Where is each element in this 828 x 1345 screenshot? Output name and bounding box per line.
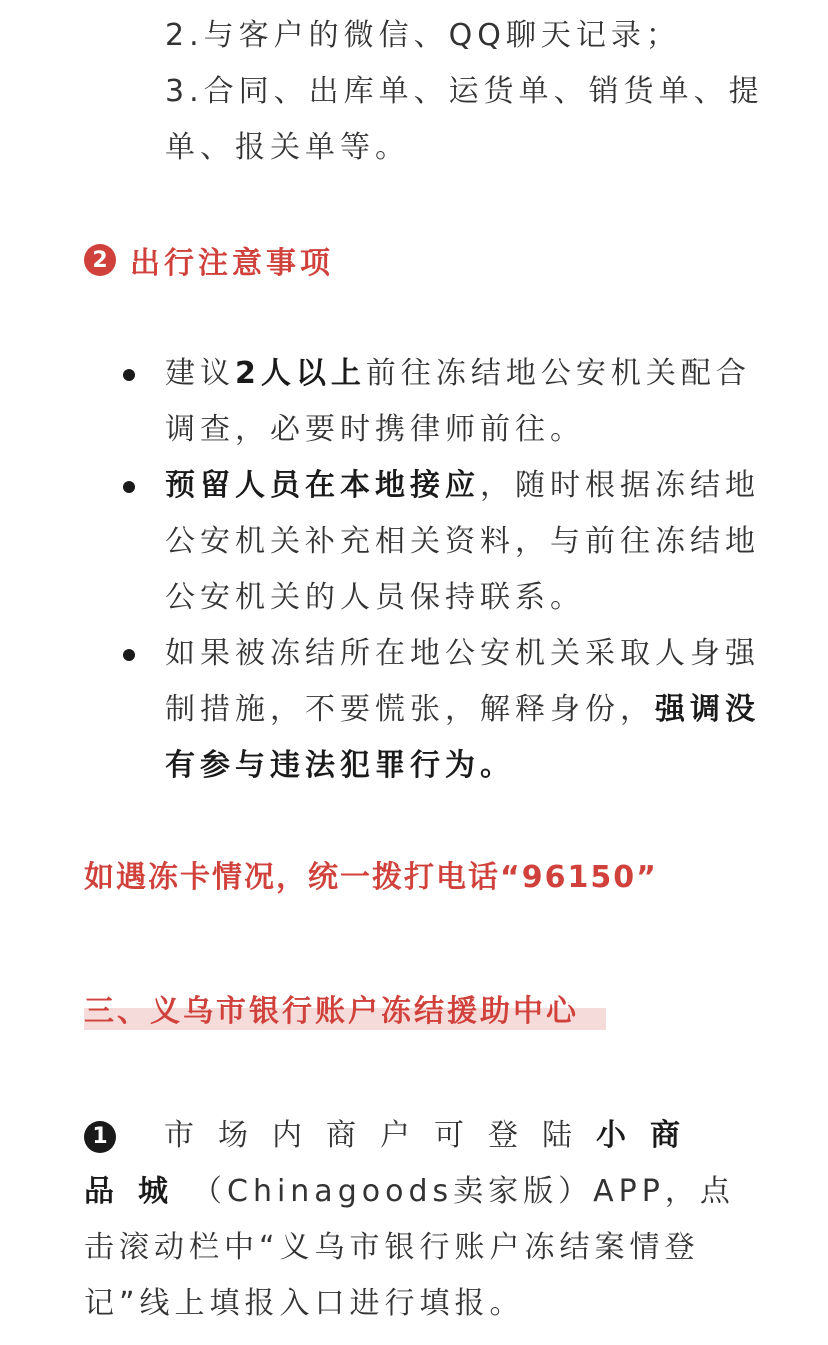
bullet-icon — [123, 369, 135, 381]
bullet-text: 如果被冻结所在地公安机关采取人身强制措施，不要慌张，解释身份， — [165, 636, 760, 727]
bullet-emphasis: 2人以上 — [235, 356, 366, 391]
paragraph-lead: 市场内商户可登陆 — [164, 1118, 596, 1153]
bullet-text: 建议 — [165, 356, 235, 391]
list-item — [120, 458, 760, 626]
list-item — [120, 626, 760, 794]
app-name-emphasis: 小商品城 — [84, 1118, 704, 1209]
bullet-icon — [123, 481, 135, 493]
bullet-text: ，随时根据冻结地公安机关补充相关资料，与前往冻结地公安机关的人员保持联系。 — [165, 468, 760, 615]
bullet-emphasis: 强调没有参与违法犯罪行为。 — [165, 692, 760, 783]
number-2-circle-icon: 2 — [84, 244, 116, 276]
bullet-icon — [123, 649, 135, 661]
bullet-emphasis: 预留人员在本地接应 — [165, 468, 480, 503]
notes-bullet-list — [120, 346, 760, 794]
paragraph-body: （Chinagoods卖家版）APP，点击滚动栏中“义乌市银行账户冻结案情登记”线上填报入口进行填报。 — [84, 1174, 735, 1321]
section-heading-assistance-center: 三、义乌市银行账户冻结援助中心 — [84, 994, 579, 1029]
paragraph-text — [84, 1108, 744, 1332]
documents-list-item: 3.合同、出库单、运货单、销货单、提单、报关单等。 — [165, 74, 764, 165]
list-item — [120, 346, 760, 458]
section-heading-travel-notes — [84, 238, 334, 282]
number-1-circle-icon: 1 — [84, 1121, 116, 1153]
hotline-notice: 如遇冻卡情况，统一拨打电话“96150” — [84, 860, 658, 895]
documents-list-item: 2.与客户的微信、QQ聊天记录； — [165, 18, 681, 53]
documents-list — [165, 8, 765, 176]
assistance-paragraph — [84, 1108, 744, 1332]
section-title: 出行注意事项 — [130, 246, 334, 281]
bullet-text: 前往冻结地公安机关配合调查，必要时携律师前往。 — [165, 356, 751, 447]
